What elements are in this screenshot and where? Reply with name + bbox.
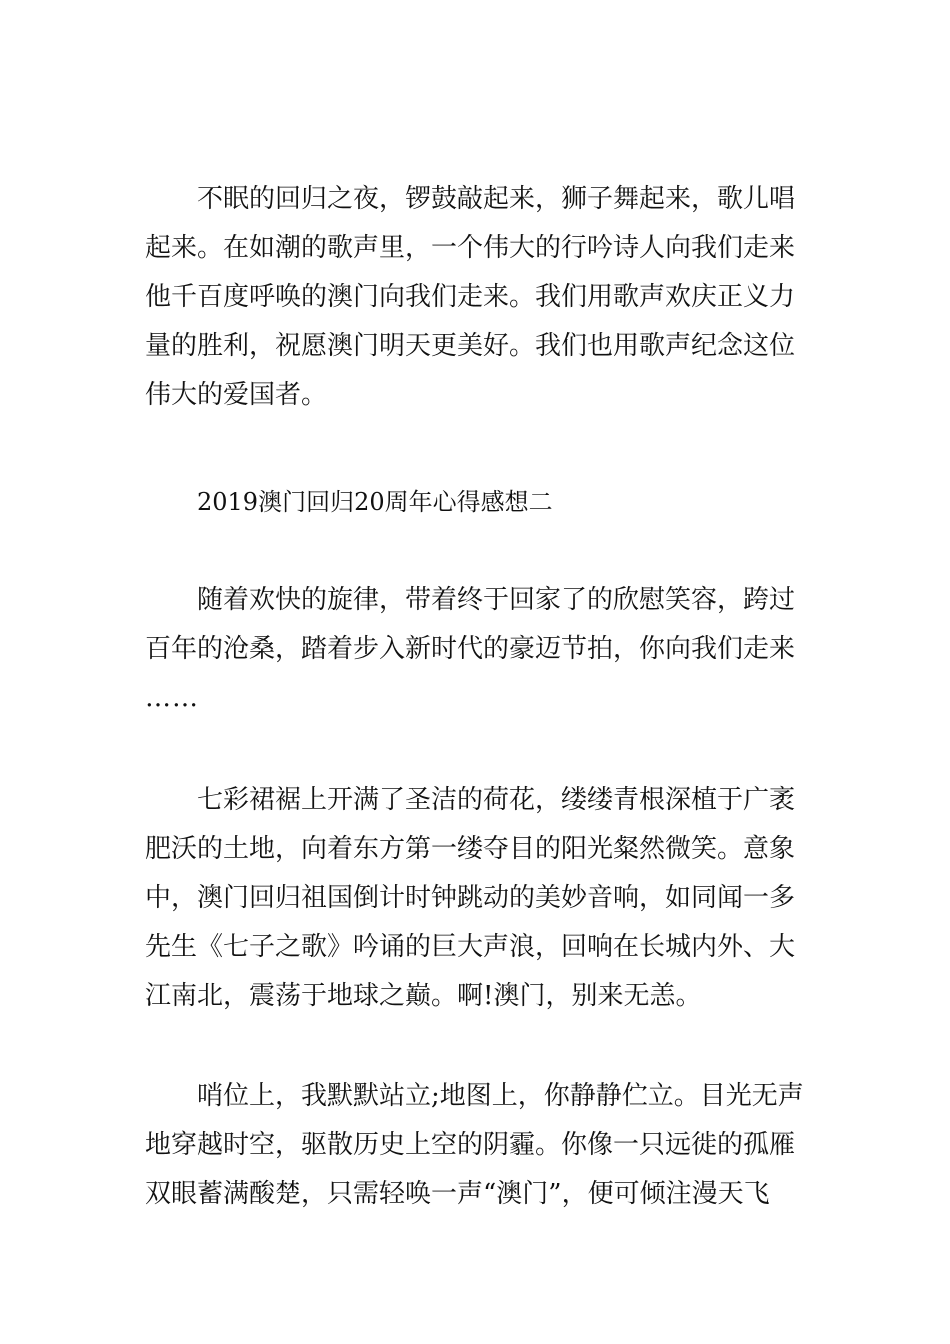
- text-line: 哨位上，我默默站立;地图上，你静静伫立。目光无声: [197, 1081, 804, 1111]
- text-line: 江南北，震荡于地球之巅。啊!澳门，别来无恙。: [145, 981, 702, 1011]
- paragraph-3: [145, 776, 815, 1021]
- paragraph-4: [145, 1072, 815, 1219]
- text-line: 百年的沧桑，踏着步入新时代的豪迈节拍，你向我们走来: [145, 634, 796, 664]
- text-line: 他千百度呼唤的澳门向我们走来。我们用歌声欢庆正义力: [145, 282, 796, 312]
- text-line: 随着欢快的旋律，带着终于回家了的欣慰笑容，跨过: [197, 585, 796, 615]
- text-line: ……: [145, 683, 199, 713]
- text-line: 双眼蓄满酸楚，只需轻唤一声“澳门”，便可倾注漫天飞: [145, 1179, 770, 1209]
- text-line: 不眠的回归之夜，锣鼓敲起来，狮子舞起来，歌儿唱: [197, 184, 796, 214]
- text-line: 量的胜利，祝愿澳门明天更美好。我们也用歌声纪念这位: [145, 331, 796, 361]
- text-line: 肥沃的土地，向着东方第一缕夺目的阳光粲然微笑。意象: [145, 834, 796, 864]
- text-line: 先生《七子之歌》吟诵的巨大声浪，回响在长城内外、大: [145, 932, 796, 962]
- paragraph-2: [145, 576, 815, 723]
- text-line: 七彩裙裾上开满了圣洁的荷花，缕缕青根深植于广袤: [197, 785, 796, 815]
- text-line: 伟大的爱国者。: [145, 380, 328, 410]
- text-line: 起来。在如潮的歌声里，一个伟大的行吟诗人向我们走来: [145, 233, 796, 263]
- heading-text: 2019澳门回归20周年心得感想二: [197, 488, 553, 516]
- section-heading: [145, 478, 815, 527]
- text-line: 地穿越时空，驱散历史上空的阴霾。你像一只远徙的孤雁: [145, 1130, 796, 1160]
- text-line: 中，澳门回归祖国倒计时钟跳动的美妙音响，如同闻一多: [145, 883, 796, 913]
- paragraph-1: [145, 175, 815, 420]
